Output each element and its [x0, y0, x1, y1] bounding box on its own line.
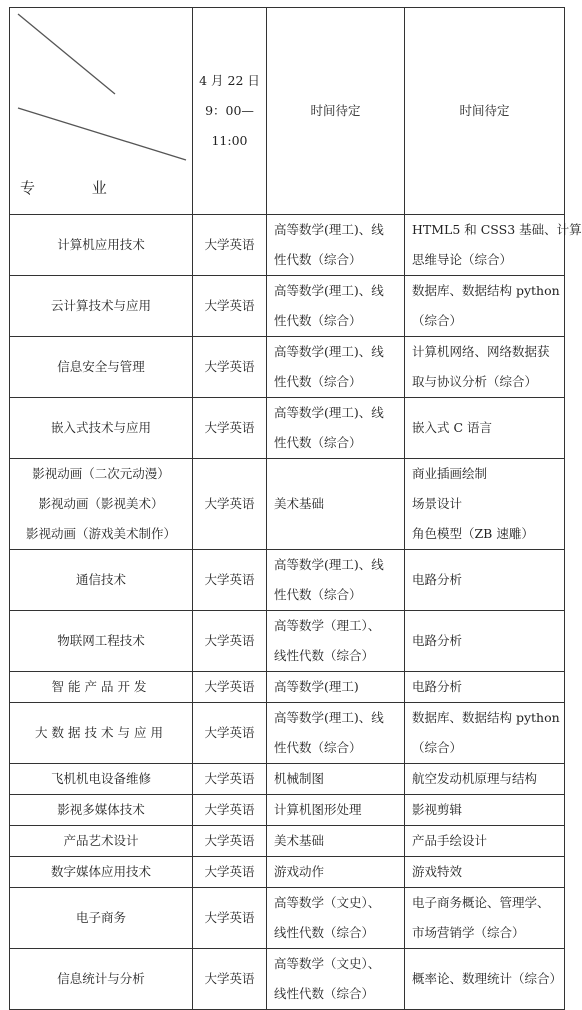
- subject-a-cell-line: 美术基础: [274, 833, 325, 848]
- subject-a-cell: [267, 949, 405, 1010]
- subject-a-cell: [267, 276, 405, 337]
- subject-a-cell-line: 高等数学(理工)、线: [274, 710, 384, 725]
- major-name-cell-line: 电子商务: [75, 910, 126, 925]
- subject-a-cell: [267, 857, 405, 888]
- subject-a-cell-line: 高等数学(理工): [274, 679, 359, 694]
- table-row: [10, 826, 565, 857]
- subject-b-cell: [405, 703, 565, 764]
- subject-a-cell: [267, 459, 405, 550]
- subject-b-cell-line: 概率论、数理统计（综合）: [412, 971, 563, 986]
- subject-a-cell-line: 高等数学(理工)、线: [274, 283, 384, 298]
- subject-a-cell: [267, 398, 405, 459]
- major-name-cell: [10, 276, 193, 337]
- subject-b-cell-line: 航空发动机原理与结构: [412, 771, 538, 786]
- major-name-cell: [10, 764, 193, 795]
- table-row: [10, 949, 565, 1010]
- major-name-cell: [10, 703, 193, 764]
- english-subject-cell: 大学英语: [193, 672, 267, 703]
- subject-b-cell: [405, 764, 565, 795]
- subject-a-cell-line: 性代数（综合）: [274, 374, 362, 389]
- subject-b-time-cell: 时间待定: [405, 8, 565, 215]
- major-name-cell-line: 影视多媒体技术: [57, 802, 145, 817]
- english-subject-cell: 大学英语: [193, 857, 267, 888]
- subject-b-cell: [405, 857, 565, 888]
- subject-b-cell: [405, 550, 565, 611]
- subject-b-cell-line: 思维导论（综合）: [412, 252, 513, 267]
- subject-b-cell-line: （综合）: [412, 313, 463, 328]
- subject-a-cell: [267, 215, 405, 276]
- subject-b-cell-line: 影视剪辑: [412, 802, 463, 817]
- subject-a-cell: [267, 703, 405, 764]
- major-name-cell: [10, 888, 193, 949]
- major-name-cell-line: 产品艺术设计: [63, 833, 139, 848]
- subject-b-cell: [405, 888, 565, 949]
- subject-a-cell-line: 性代数（综合）: [274, 435, 362, 450]
- subject-b-cell-line: HTML5 和 CSS3 基础、计算: [412, 222, 582, 237]
- table-row: [10, 611, 565, 672]
- table-row: [10, 857, 565, 888]
- subject-a-cell-line: 高等数学(理工)、线: [274, 222, 384, 237]
- header-row: [10, 8, 565, 215]
- subject-b-cell-line: 取与协议分析（综合）: [412, 374, 538, 389]
- table-row: [10, 398, 565, 459]
- subject-a-cell-line: 高等数学（理工）、: [274, 618, 381, 633]
- table-row: [10, 337, 565, 398]
- english-subject-cell: 大学英语: [193, 764, 267, 795]
- table-row: [10, 672, 565, 703]
- subject-b-cell: [405, 949, 565, 1010]
- subject-a-cell-line: 机械制图: [274, 771, 325, 786]
- english-subject-cell: 大学英语: [193, 949, 267, 1010]
- major-name-cell-line: 大数据技术与应用: [34, 725, 167, 740]
- subject-a-cell: [267, 888, 405, 949]
- english-subject-cell: 大学英语: [193, 703, 267, 764]
- exam-start-time: 9：00—: [205, 103, 254, 118]
- subject-b-cell-line: 场景设计: [412, 496, 463, 511]
- subject-a-cell-line: 高等数学(理工)、线: [274, 344, 384, 359]
- subject-b-cell-line: 数据库、数据结构 python: [412, 283, 560, 298]
- subject-a-time-cell: 时间待定: [267, 8, 405, 215]
- subject-b-cell-line: 游戏特效: [412, 864, 463, 879]
- subject-a-cell-line: 线性代数（综合）: [274, 925, 375, 940]
- subject-a-cell: [267, 672, 405, 703]
- subject-b-cell: [405, 276, 565, 337]
- table-row: [10, 459, 565, 550]
- subject-b-cell: [405, 337, 565, 398]
- table-body: [10, 215, 582, 1010]
- major-name-cell: [10, 550, 193, 611]
- subject-b-cell-line: 产品手绘设计: [412, 833, 488, 848]
- english-subject-cell: 大学英语: [193, 337, 267, 398]
- subject-a-cell: [267, 611, 405, 672]
- major-name-cell-line: 影视动画（游戏美术制作）: [25, 526, 176, 541]
- english-subject-cell: 大学英语: [193, 826, 267, 857]
- english-subject-cell: 大学英语: [193, 611, 267, 672]
- subject-a-cell: [267, 764, 405, 795]
- subject-b-cell: [405, 826, 565, 857]
- subject-a-cell-line: 高等数学(理工)、线: [274, 557, 384, 572]
- major-name-cell: [10, 611, 193, 672]
- major-name-cell: [10, 398, 193, 459]
- major-name-cell-line: 嵌入式技术与应用: [50, 420, 151, 435]
- major-name-cell: [10, 949, 193, 1010]
- subject-b-cell-line: （综合）: [412, 740, 463, 755]
- table-row: [10, 215, 565, 276]
- major-name-cell: [10, 215, 193, 276]
- major-name-cell-line: 数字媒体应用技术: [50, 864, 151, 879]
- subject-b-cell-line: 电路分析: [412, 633, 463, 648]
- english-subject-cell: 大学英语: [193, 795, 267, 826]
- major-name-cell-line: 物联网工程技术: [57, 633, 145, 648]
- subject-a-cell: [267, 795, 405, 826]
- major-name-cell: [10, 337, 193, 398]
- english-subject-cell: 大学英语: [193, 215, 267, 276]
- subject-b-cell-line: 计算机网络、网络数据获: [412, 344, 550, 359]
- subject-b-cell-line: 市场营销学（综合）: [412, 925, 525, 940]
- major-name-cell: [10, 826, 193, 857]
- subject-b-cell-line: 电路分析: [412, 572, 463, 587]
- major-name-cell-line: 影视动画（二次元动漫）: [32, 466, 170, 481]
- subject-a-cell-line: 美术基础: [274, 496, 325, 511]
- subject-b-cell: [405, 672, 565, 703]
- subject-b-cell: [405, 215, 582, 276]
- subject-a-cell-line: 性代数（综合）: [274, 740, 362, 755]
- table-row: [10, 888, 565, 949]
- major-name-cell-line: 通信技术: [75, 572, 126, 587]
- english-subject-cell: 大学英语: [193, 550, 267, 611]
- exam-schedule-table: [9, 7, 582, 1010]
- major-header-label: 专 业: [20, 179, 133, 197]
- subject-a-cell-line: 游戏动作: [274, 864, 325, 879]
- table-row: [10, 764, 565, 795]
- subject-b-cell-line: 数据库、数据结构 python: [412, 710, 560, 725]
- subject-a-cell: [267, 826, 405, 857]
- subject-a-cell-line: 线性代数（综合）: [274, 986, 375, 1001]
- subject-b-cell-line: 角色模型（ZB 速雕）: [412, 526, 534, 541]
- english-subject-cell: 大学英语: [193, 459, 267, 550]
- english-subject-cell: 大学英语: [193, 398, 267, 459]
- subject-b-cell-line: 嵌入式 C 语言: [412, 420, 493, 435]
- subject-a-cell-line: 性代数（综合）: [274, 252, 362, 267]
- table-row: [10, 703, 565, 764]
- subject-a-cell-line: 高等数学（文史）、: [274, 956, 381, 971]
- english-exam-time-cell: [193, 8, 267, 215]
- subject-b-cell: [405, 795, 565, 826]
- subject-a-cell-line: 计算机图形处理: [274, 802, 362, 817]
- major-name-cell: [10, 459, 193, 550]
- subject-a-cell-line: 线性代数（综合）: [274, 648, 375, 663]
- major-name-cell-line: 云计算技术与应用: [50, 298, 151, 313]
- major-name-cell-line: 影视动画（影视美术）: [38, 496, 164, 511]
- major-name-cell-line: 飞机机电设备维修: [50, 771, 151, 786]
- major-name-cell-line: 计算机应用技术: [57, 237, 145, 252]
- exam-end-time: 11:00: [211, 133, 248, 148]
- table-row: [10, 550, 565, 611]
- subject-b-cell-line: 商业插画绘制: [412, 466, 488, 481]
- subject-b-cell-line: 电子商务概论、管理学、: [412, 895, 550, 910]
- subject-a-cell-line: 性代数（综合）: [274, 313, 362, 328]
- header-corner-cell: [10, 8, 193, 215]
- exam-date: 4 月 22 日: [199, 73, 260, 88]
- subject-b-cell-line: 电路分析: [412, 679, 463, 694]
- major-name-cell: [10, 672, 193, 703]
- english-subject-cell: 大学英语: [193, 888, 267, 949]
- subject-a-cell-line: 性代数（综合）: [274, 587, 362, 602]
- table-row: [10, 276, 565, 337]
- subject-a-cell: [267, 550, 405, 611]
- subject-b-cell: [405, 459, 565, 550]
- subject-b-cell: [405, 398, 565, 459]
- subject-b-cell: [405, 611, 565, 672]
- subject-a-cell-line: 高等数学（文史）、: [274, 895, 381, 910]
- major-name-cell: [10, 795, 193, 826]
- subject-a-cell: [267, 337, 405, 398]
- subject-a-cell-line: 高等数学(理工)、线: [274, 405, 384, 420]
- major-name-cell-line: 信息统计与分析: [57, 971, 145, 986]
- english-subject-cell: 大学英语: [193, 276, 267, 337]
- major-name-cell: [10, 857, 193, 888]
- table-row: [10, 795, 565, 826]
- major-name-cell-line: 智能产品开发: [51, 679, 151, 694]
- major-name-cell-line: 信息安全与管理: [57, 359, 145, 374]
